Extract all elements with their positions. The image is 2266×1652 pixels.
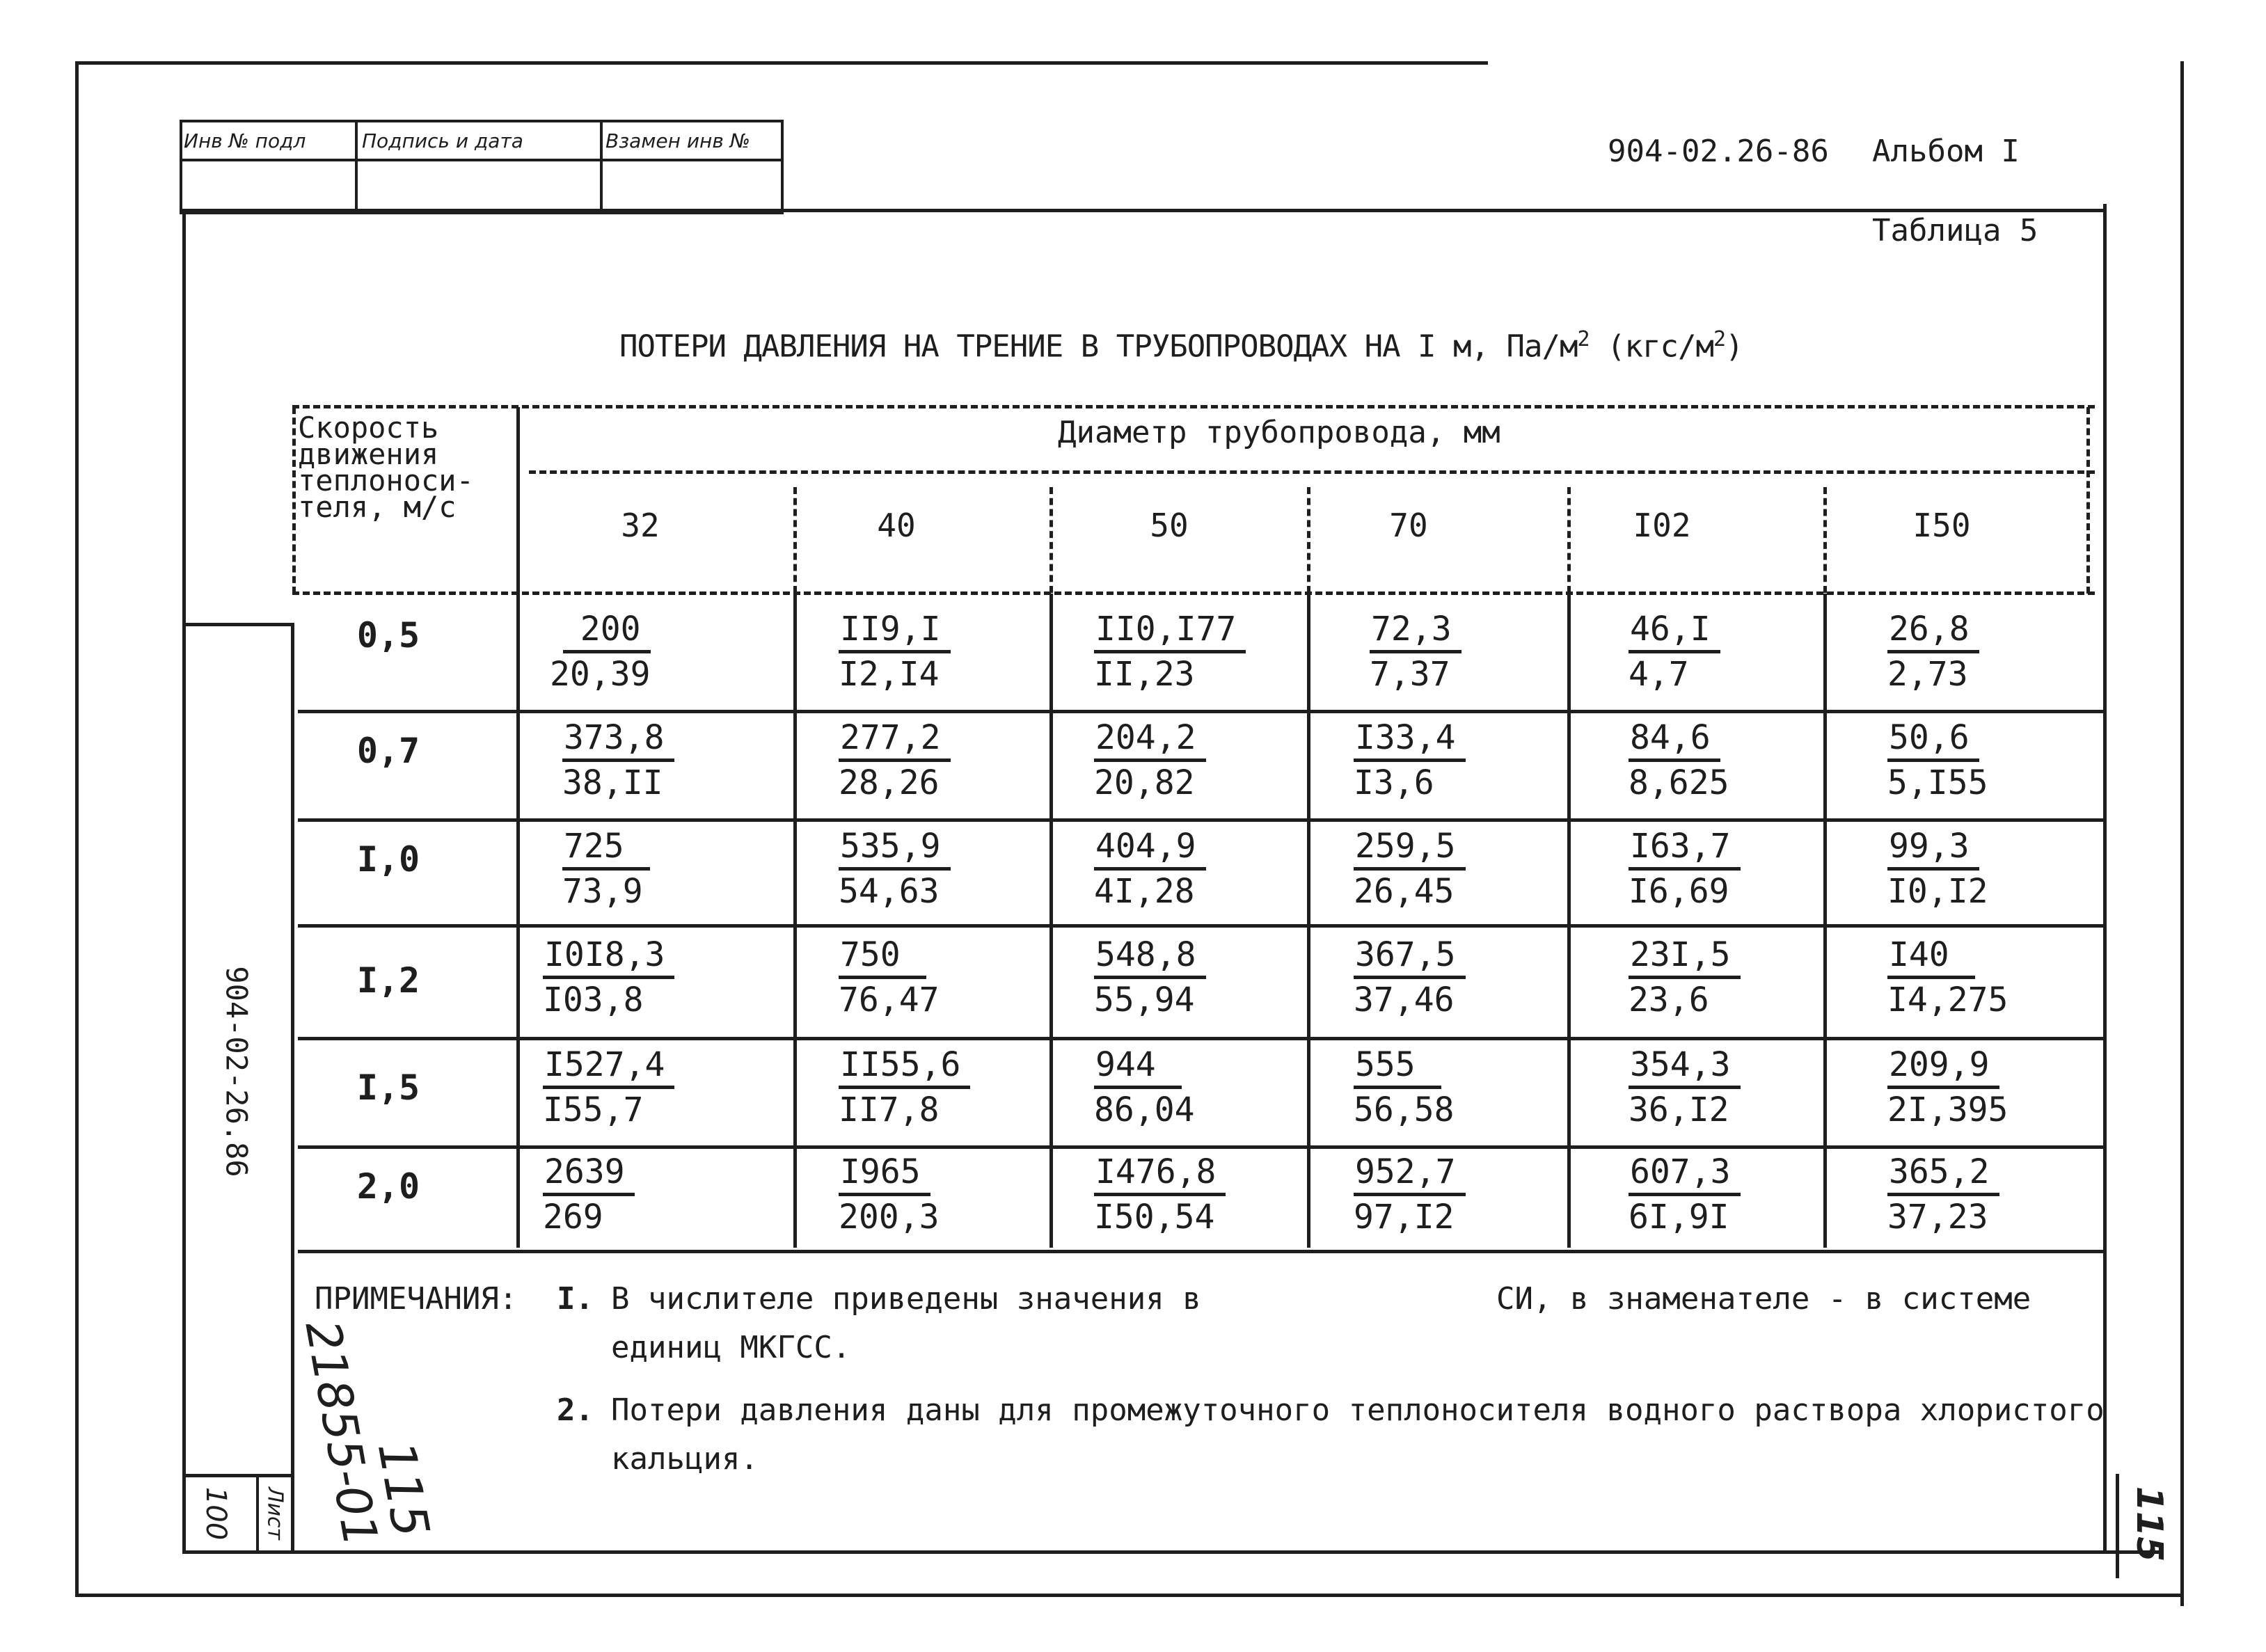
cell-denominator: 26,45 — [1354, 872, 1455, 911]
cell-numerator: 50,6 — [1887, 717, 1979, 762]
cell-numerator: 354,3 — [1629, 1044, 1741, 1089]
cell-numerator: 944 — [1094, 1044, 1182, 1089]
cell — [1094, 717, 1206, 804]
cell-numerator: 535,9 — [839, 825, 951, 871]
cell — [1887, 825, 1988, 912]
page-number-handwritten: 115 — [366, 1437, 441, 1541]
speed-value: I,5 — [356, 1067, 420, 1108]
cell — [1629, 1151, 1741, 1238]
stamp-divider — [180, 159, 781, 161]
cell-denominator: 97,I2 — [1354, 1198, 1455, 1237]
cell-denominator: 6I,9I — [1629, 1198, 1729, 1237]
cell-numerator: 2639 — [543, 1151, 635, 1196]
speed-header — [298, 411, 474, 524]
cell-denominator: 200,3 — [839, 1198, 940, 1237]
page-box-left — [2116, 1474, 2119, 1578]
cell — [1370, 608, 1461, 695]
inner-frame-right — [2103, 204, 2107, 1554]
header-right-edge — [2086, 407, 2090, 594]
cell-numerator: 84,6 — [1629, 717, 1720, 762]
cell-denominator: 54,63 — [839, 872, 940, 911]
cell-denominator: 76,47 — [839, 980, 940, 1019]
cell-numerator: 26,8 — [1887, 608, 1979, 653]
cell — [543, 1044, 674, 1131]
title-main: ПОТЕРИ ДАВЛЕНИЯ НА ТРЕНИЕ В ТРУБОПРОВОДАХ НА I м, Па/м — [619, 328, 1578, 365]
row-line-4 — [298, 1037, 2105, 1040]
cell-numerator: 725 — [562, 825, 650, 871]
cell — [1629, 825, 1741, 912]
cell-denominator: 23,6 — [1629, 980, 1709, 1019]
cell-denominator: 5,I55 — [1887, 763, 1988, 802]
cell-numerator: 607,3 — [1629, 1151, 1741, 1196]
speed-header-line-2: движения — [298, 437, 439, 471]
diameter-50: 50 — [1150, 507, 1189, 544]
sheet-number: 100 — [200, 1486, 232, 1541]
cell — [1354, 717, 1466, 804]
cell-denominator: 8,625 — [1629, 763, 1729, 802]
cell — [839, 1044, 970, 1131]
cell-denominator: 2,73 — [1887, 655, 1968, 694]
cell-numerator: I965 — [839, 1151, 930, 1196]
body-speed-divider — [516, 594, 520, 1248]
cell-denominator: 28,26 — [839, 763, 940, 802]
title-sup-1: 2 — [1577, 327, 1590, 351]
cell — [562, 717, 674, 804]
cell-numerator: 952,7 — [1354, 1151, 1466, 1196]
album-label: Альбом I — [1872, 134, 2020, 169]
title-close: ) — [1725, 328, 1743, 365]
cell — [1354, 934, 1466, 1021]
cell — [839, 717, 951, 804]
stamp-label-signature: Подпись и дата — [362, 129, 523, 152]
note-2-text-line2: кальция. — [611, 1441, 759, 1477]
table-title — [619, 327, 1743, 365]
stamp-col-divider-1 — [355, 120, 358, 209]
header-mid-line — [529, 470, 2095, 474]
outer-frame-left — [75, 61, 79, 1596]
cell-numerator: 204,2 — [1094, 717, 1206, 762]
body-col-div-4 — [1567, 594, 1571, 1248]
note-1-marker: I. — [557, 1281, 594, 1317]
cell-denominator: II,23 — [1094, 655, 1195, 694]
cell-numerator: I40 — [1887, 934, 1975, 979]
cell-denominator: 2I,395 — [1887, 1090, 2008, 1129]
cell — [1094, 1044, 1195, 1131]
speed-header-line-4: теля, м/с — [298, 490, 457, 524]
cell — [1094, 934, 1206, 1021]
cell-numerator: I0I8,3 — [543, 934, 674, 979]
body-col-div-1 — [793, 594, 797, 1248]
stamp-label-inv: Инв № подл — [184, 129, 306, 152]
cell — [839, 825, 951, 912]
cell-numerator: 209,9 — [1887, 1044, 1999, 1089]
cell — [1887, 608, 1979, 695]
cell-denominator: 4,7 — [1629, 655, 1689, 694]
cell-denominator: I2,I4 — [839, 655, 940, 694]
cell-numerator: I63,7 — [1629, 825, 1741, 871]
cell-numerator: 367,5 — [1354, 934, 1466, 979]
cell — [839, 934, 940, 1021]
cell — [1629, 717, 1729, 804]
body-col-div-3 — [1307, 594, 1310, 1248]
cell — [1094, 608, 1246, 695]
cell-denominator: 38,II — [562, 763, 663, 802]
cell — [1354, 1151, 1466, 1238]
note-1-text-a: В числителе приведены значения в — [611, 1281, 1201, 1317]
cell-denominator: 56,58 — [1354, 1090, 1455, 1129]
speed-value: 0,5 — [356, 615, 420, 656]
cell-numerator: II0,I77 — [1094, 608, 1246, 653]
cell — [1887, 1044, 2008, 1131]
cell — [1094, 825, 1206, 912]
side-column-split — [256, 1474, 259, 1552]
header-speed-divider — [516, 407, 520, 594]
cell-numerator: 404,9 — [1094, 825, 1206, 871]
side-column-bottom — [182, 1474, 294, 1477]
cell-numerator: II55,6 — [839, 1044, 970, 1089]
diameter-header: Диаметр трубопровода, мм — [1058, 415, 1500, 450]
diameter-150: I50 — [1912, 507, 1971, 544]
side-document-code: 904-02-26.86 — [219, 966, 254, 1177]
cell — [550, 608, 651, 695]
speed-value: 2,0 — [356, 1166, 420, 1207]
cell — [1354, 1044, 1455, 1131]
cell-denominator: I03,8 — [543, 980, 644, 1019]
cell — [1629, 934, 1741, 1021]
title-sup-2: 2 — [1713, 327, 1726, 351]
cell-numerator: 200 — [563, 608, 651, 653]
outer-frame-right — [2180, 61, 2184, 1606]
speed-value: I,2 — [356, 960, 420, 1001]
cell-denominator: 7,37 — [1370, 655, 1450, 694]
side-column-top — [182, 623, 294, 626]
cell — [562, 825, 650, 912]
cell — [1094, 1151, 1226, 1238]
cell-denominator: II7,8 — [839, 1090, 940, 1129]
cell-denominator: I55,7 — [543, 1090, 644, 1129]
title-unit: (кгс/м — [1589, 328, 1713, 365]
row-line-5 — [298, 1145, 2105, 1149]
cell-denominator: 4I,28 — [1094, 872, 1195, 911]
cell-numerator: 23I,5 — [1629, 934, 1741, 979]
cell-denominator: 20,82 — [1094, 763, 1195, 802]
cell-denominator: 86,04 — [1094, 1090, 1195, 1129]
cell-numerator: 548,8 — [1094, 934, 1206, 979]
cell — [1887, 717, 1988, 804]
cell-denominator: I6,69 — [1629, 872, 1729, 911]
cell — [543, 934, 674, 1021]
cell — [1354, 825, 1466, 912]
cell-numerator: 365,2 — [1887, 1151, 1999, 1196]
sheet-label: Лист — [262, 1486, 287, 1541]
cell-denominator: 20,39 — [550, 655, 651, 694]
speed-header-line-1: Скорость — [298, 411, 439, 445]
cell-numerator: 277,2 — [839, 717, 951, 762]
cell-denominator: I0,I2 — [1887, 872, 1988, 911]
diameter-70: 70 — [1389, 507, 1428, 544]
speed-header-line-3: теплоноси- — [298, 463, 474, 498]
header-left-edge — [292, 407, 296, 594]
cell-numerator: 555 — [1354, 1044, 1441, 1089]
stamp-col-divider-2 — [600, 120, 603, 209]
cell — [839, 608, 951, 695]
cell-numerator: II9,I — [839, 608, 951, 653]
note-1-text-b: СИ, в знаменателе - в системе — [1496, 1281, 2031, 1317]
cell-numerator: I527,4 — [543, 1044, 674, 1089]
note-2-marker: 2. — [557, 1392, 594, 1428]
cell-numerator: I33,4 — [1354, 717, 1466, 762]
cell — [1887, 1151, 1999, 1238]
cell — [1629, 608, 1720, 695]
cell-numerator: 750 — [839, 934, 926, 979]
speed-value: 0,7 — [356, 731, 420, 771]
row-line-3 — [298, 924, 2105, 928]
header-top-line — [292, 405, 2095, 408]
cell-denominator: 36,I2 — [1629, 1090, 1729, 1129]
note-1-text-line2: единиц МКГСС. — [611, 1330, 851, 1365]
table-number: Таблица 5 — [1872, 213, 2038, 248]
note-2-text: Потери давления даны для промежуточного теплоносителя водного раствора хлористого — [611, 1392, 2105, 1428]
outer-frame-bottom — [75, 1594, 2184, 1597]
row-line-1 — [298, 710, 2105, 713]
cell — [839, 1151, 940, 1238]
archive-number-handwritten: 21855-01 — [294, 1316, 388, 1551]
speed-value: I,0 — [356, 839, 420, 880]
cell — [1887, 934, 2008, 1021]
cell — [543, 1151, 635, 1238]
cell-numerator: 72,3 — [1370, 608, 1461, 653]
page-number-corner: 115 — [2128, 1486, 2170, 1562]
row-line-6 — [298, 1250, 2105, 1253]
body-col-div-5 — [1823, 594, 1827, 1248]
body-col-div-2 — [1049, 594, 1053, 1248]
cell-numerator: 373,8 — [562, 717, 674, 762]
cell-denominator: I50,54 — [1094, 1198, 1215, 1237]
diameter-102: I02 — [1633, 507, 1691, 544]
outer-frame-top — [75, 61, 1488, 65]
cell-denominator: 37,46 — [1354, 980, 1455, 1019]
notes-label: ПРИМЕЧАНИЯ: — [315, 1281, 518, 1317]
cell-numerator: 259,5 — [1354, 825, 1466, 871]
cell — [1629, 1044, 1741, 1131]
cell-denominator: 55,94 — [1094, 980, 1195, 1019]
cell-numerator: I476,8 — [1094, 1151, 1226, 1196]
diameter-40: 40 — [877, 507, 916, 544]
cell-denominator: 37,23 — [1887, 1198, 1988, 1237]
stamp-label-replace: Взамен инв № — [605, 129, 750, 152]
diameter-32: 32 — [621, 507, 660, 544]
inner-frame-bottom — [182, 1550, 2159, 1554]
cell-numerator: 46,I — [1629, 608, 1720, 653]
inner-frame-left — [182, 209, 186, 1552]
document-code: 904-02.26-86 — [1608, 134, 1829, 169]
cell-denominator: I3,6 — [1354, 763, 1434, 802]
cell-denominator: 73,9 — [562, 872, 643, 911]
row-line-2 — [298, 818, 2105, 822]
cell-denominator: 269 — [543, 1198, 603, 1237]
cell-denominator: I4,275 — [1887, 980, 2008, 1019]
cell-numerator: 99,3 — [1887, 825, 1979, 871]
